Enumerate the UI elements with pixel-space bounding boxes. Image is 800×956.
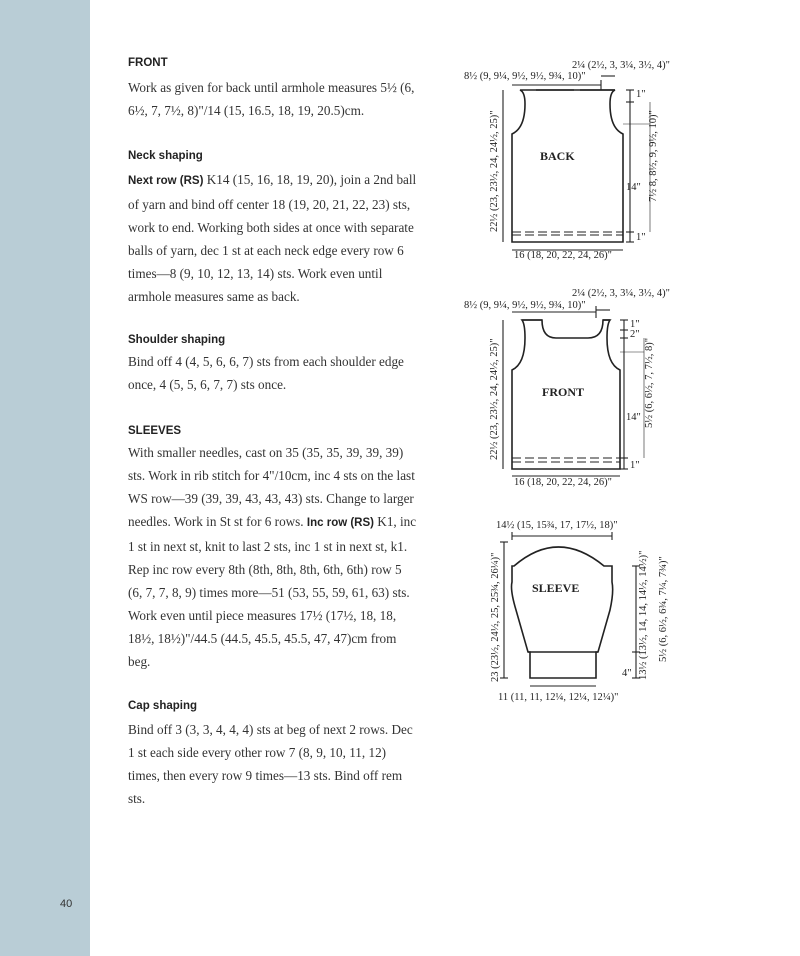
back-schematic xyxy=(440,50,800,265)
front-rib-depth: 1" xyxy=(630,460,640,471)
cap-shaping-heading: Cap shaping xyxy=(128,700,198,712)
back-label: BACK xyxy=(540,149,575,163)
sleeve-cap-height: 5½ (6, 6½, 6¾, 7¼, 7¾)" xyxy=(658,556,669,662)
front-body-length: 14" xyxy=(626,412,641,423)
back-shoulder-width: 8½ (9, 9¼, 9½, 9½, 9¾, 10)" xyxy=(464,71,586,82)
front-neck-depth-1: 1" xyxy=(630,319,640,330)
sleeve-cuff-depth: 4" xyxy=(622,668,632,679)
front-armhole-depth: 5½ (6, 6½, 7, 7½, 8)" xyxy=(644,337,655,428)
back-width: 16 (18, 20, 22, 24, 26)" xyxy=(514,250,612,261)
back-length: 22½ (23, 23½, 24, 24½, 25)" xyxy=(489,110,500,232)
sleeves-body-1: With smaller needles, cast on 35 (35, 35, 39, 39, 39) sts. Work in rib stitch for 4"/10cm, inc 4 sts on the last WS row—39 (39, 39, 43, 43, 43) sts. Change to larger needles. Work in St st for 6 rows. xyxy=(128,445,415,529)
front-label: FRONT xyxy=(542,385,584,399)
front-width: 16 (18, 20, 22, 24, 26)" xyxy=(514,477,612,488)
back-neck-width: 2¼ (2½, 3, 3¼, 3½, 4)" xyxy=(572,60,670,71)
back-armhole-depth: 7½ 8, 8½, 9, 9½, 10)" xyxy=(648,110,659,202)
cap-shaping-text: Bind off 3 (3, 3, 4, 4, 4) sts at beg of next 2 rows. Dec 1 st each side every other row 7 (8, 9, 10, 11, 12) times, then every row 9 times—13 sts. Bind off rem sts. xyxy=(128,722,413,806)
page-number: 40 xyxy=(60,898,73,910)
sleeves-body-2: K1, inc 1 st in next st, knit to last 2 sts, inc 1 st in next st, k1. Rep inc row every 8th (8th, 8th, 8th, 6th, 6th) row 5 (6, 7, 7, 8, 9) times more—51 (53, 55, 59, 61, 63) sts. Work even until piece measures 17½ (17½, 18, 18, 18½, 18½)"/44.5 (44.5, 45.5, 45.5, 47, 47)cm from beg. xyxy=(128,514,417,669)
neck-shaping-heading: Neck shaping xyxy=(128,150,203,162)
back-neck-depth: 1" xyxy=(636,89,646,100)
sleeve-bottom-width: 11 (11, 11, 12¼, 12¼, 12¼)" xyxy=(498,692,619,703)
front-neck-width: 2¼ (2½, 3, 3¼, 3½, 4)" xyxy=(572,288,670,299)
inc-row-label: Inc row (RS) xyxy=(306,517,374,529)
sleeve-underarm-length: 13½ (13½, 14, 14, 14½, 14½)" xyxy=(638,550,649,680)
sleeve-label: SLEEVE xyxy=(532,581,580,595)
front-neck-depth-2: 2" xyxy=(630,329,640,340)
neck-shaping-body: K14 (15, 16, 18, 19, 20), join a 2nd ball of yarn and bind off center 18 (19, 20, 21, 22, 23) sts, work to end. Working both sides at once with separate balls of yarn, dec 1 st at each neck edge every row 6 times—8 (9, 10, 12, 13, 14) sts. Work even until armhole measures same as back. xyxy=(128,172,417,304)
back-body-length: 14" xyxy=(626,182,641,193)
front-schematic xyxy=(440,282,800,494)
neck-shaping-text xyxy=(128,168,418,308)
front-text: Work as given for back until armhole measures 5½ (6, 6½, 7, 7½, 8)"/14 (15, 16.5, 18, 19, 20.5)cm. xyxy=(128,80,415,118)
front-heading: FRONT xyxy=(128,57,168,69)
sleeves-text xyxy=(128,441,418,673)
shoulder-shaping-text: Bind off 4 (4, 5, 6, 6, 7) sts from each shoulder edge once, 4 (5, 5, 6, 7, 7) sts once. xyxy=(128,354,404,392)
front-shoulder-width: 8½ (9, 9¼, 9½, 9½, 9¾, 10)" xyxy=(464,300,586,311)
side-color-strip xyxy=(0,0,90,956)
shoulder-shaping-heading: Shoulder shaping xyxy=(128,334,226,346)
front-length: 22½ (23, 23½, 24, 24½, 25)" xyxy=(489,338,500,460)
sleeves-heading: SLEEVES xyxy=(128,425,182,437)
next-row-label: Next row (RS) xyxy=(128,175,204,187)
back-rib-depth: 1" xyxy=(636,232,646,243)
sleeve-length: 23 (23½, 24½, 25, 25¾, 26¼)" xyxy=(490,552,501,682)
sleeve-schematic xyxy=(440,510,800,710)
sleeve-top-width: 14½ (15, 15¾, 17, 17½, 18)" xyxy=(496,520,618,531)
